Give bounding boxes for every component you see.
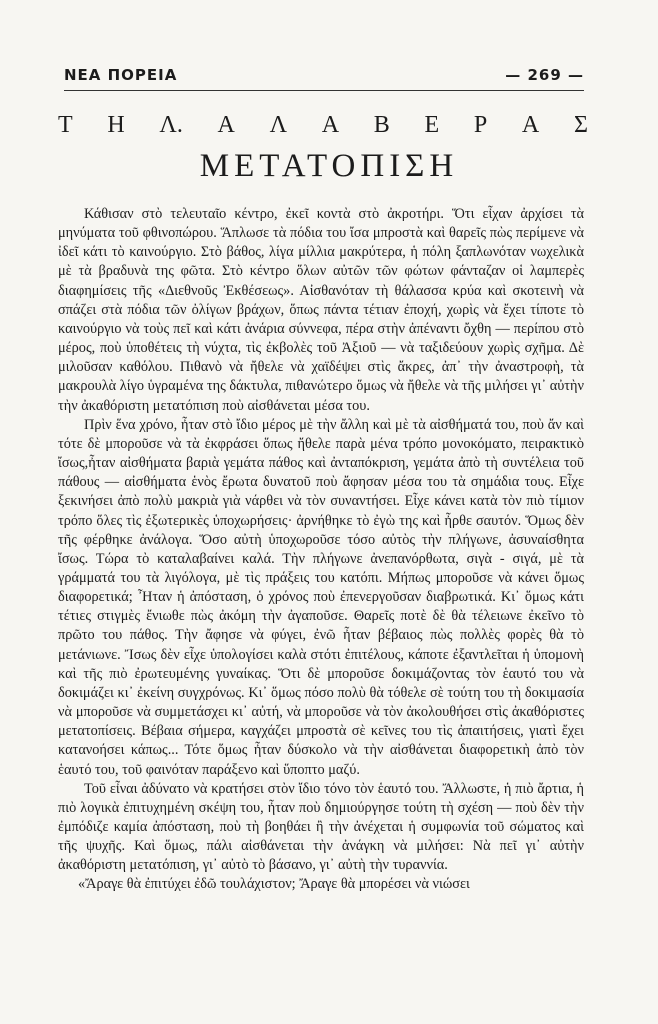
page-number: — 269 — <box>505 66 584 84</box>
author-letter: Ε <box>424 112 440 138</box>
author-letter: Λ. <box>159 112 183 138</box>
paragraph: Κάθισαν στὸ τελευταῖο κέντρο, ἐκεῖ κοντὰ στὸ ἀκροτήρι. Ὅτι εἶχαν ἀρχίσει τὰ μηνύματα τοῦ φθινοπώρου. Ἅπλωσε τὰ πόδια του ἴσα μπροστὰ καὶ θαρεῖς πὼς περίμενε νὰ ἰδεῖ κάτι τὸ καινούργιο. Στὸ βάθος, λίγα μίλλια μακρύτερα, ἡ πόλη ξαπλωνόταν νωχελικὰ μὲ τὰ βραδυνὰ της φῶτα. Στὸ κέντρο ὅλων αὐτῶν τῶν φώτων φάνταζαν οἱ λαμπερὲς διαφημίσεις τῆς «Διεθνοῦς Ἐκθέσεως». Αἰσθανόταν τὴ θάλασσα κρύα καὶ σκοτεινὴ νὰ σπάζει στὰ πόδια τῶν ὀλίγων βράχων, ὅπως πάντα τέτιαν ἐποχή, χωρὶς νὰ ἔχει τίποτε τὸ καινούργιο νὰ τοὺς πεῖ καὶ κάτι ἀνάρια σύννεφα, πέρα στὴν ἀπέναντι ὄχθη — περίπου στὸ μέρος, ποὺ ὑποθέτεις τὴ νύχτα, τὶς ἐκβολὲς τοῦ Ἀξιοῦ — νὰ ταξιδεύουν χωρὶς σχῆμα. Δὲ μιλοῦσαν καθόλου. Πιθανὸ νὰ ἤθελε νὰ χαϊδέψει στὶς ἄκρες, ἀπ᾽ τὴν ἀναστροφὴ, τὰ μακρουλὰ λίγο ὑγραμένα της δάκτυλα, πιθανώτερο ὅμως νὰ ἤθελε νὰ τῆς μιλήσει γι᾽ αὐτὴν τὴν ἀκαθόριστη μετατόπιση ποὺ αἰσθάνεται μέσα του. <box>58 206 584 414</box>
story-title: ΜΕΤΑΤΟΠΙΣΗ <box>199 148 459 184</box>
author-letter: Ρ <box>473 112 488 138</box>
author-letter: Σ <box>573 112 588 138</box>
author-letter: Α <box>521 112 540 138</box>
author-name <box>58 112 588 139</box>
author-letter: Α <box>217 112 235 138</box>
author-letter: Η <box>107 112 125 138</box>
header-rule <box>64 90 584 91</box>
journal-name: ΝΕΑ ΠΟΡΕΙΑ <box>64 66 178 84</box>
story-body <box>58 205 584 895</box>
author-letter: Α <box>321 112 340 138</box>
running-header <box>64 66 584 86</box>
author-letter: Τ <box>58 112 73 138</box>
paragraph: «Ἄραγε θὰ ἐπιτύχει ἐδῶ τουλάχιστον; Ἄραγε θὰ μπορέσει νὰ νιώσει <box>78 876 470 893</box>
paragraph: Πρὶν ἕνα χρόνο, ἦταν στὸ ἴδιο μέρος μὲ τὴν ἄλλη καὶ μὲ τὰ αἰσθήματά του, ποὺ ἄν καὶ τότε δὲ μποροῦσε νὰ τὰ ἐκφράσει ὅπως ἤθελε παρὰ μένα τρόπο μονοκόματο, πειρακτικὸ ἴσως,ἦταν αἰσθήματα βαριὰ γεμάτα πάθος καὶ ἀνταπόκριση, γεμάτα ἀπὸ τὴ συντέλεια τοῦ πάθους — αἰσθήματα ἑνὸς ἔρωτα δυνατοῦ ποὺ ἄφησαν μέσα του τὰ σημάδια τους. Εἶχε ξεκινήσει ἀπὸ πολὺ μακριὰ γιὰ νάρθει νὰ τὸν συναντήσει. Εἶχε κάνει κατὰ τὸν πιὸ τίμιον τρόπο ὅλες τὶς ἐξωτερικὲς ὑποχωρήσεις· ἀρνήθηκε τὸ ἐγὼ της καὶ ἦρθε σαυτόν. Ὅμως δὲν τῆς φέρθηκε ἀνάλογα. Ὅσο αὐτὴ ὑποχωροῦσε τόσο αὐτὸς τὴν πλήγωνε, ἀσυναίσθητα ἴσως. Τώρα τὸ καταλαβαίνει καλά. Τὴν πλήγωνε ἀνεπανόρθωτα, σιγὰ - σιγά, μὲ τὰ γράμματά του τὰ λιγόλογα, μὲ τὶς πράξεις του κατόπι. Μήπως μποροῦσε νὰ κάνει ὅμως διαφορετικά; Ἦταν ἡ ἀπόσταση, ὁ χρόνος ποὺ ἐπενεργοῦσαν διαβρωτικά. Κι᾽ ὅμως κάτι τέτιες στιγμὲς ἔνιωθε πὼς ἀκόμη τὴν ἀγαποῦσε. Θαρεῖς ποτὲ δὲ θὰ τέλειωνε ἐκεῖνο τὸ πρῶτο του πάθος. Τὴν ἄφησε νὰ φύγει, ἐνῶ ἦταν βέβαιος πὼς πολλὲς φορὲς θὰ τὸ μετάνιωνε. Ἴσως δὲν εἶχε ὑπολογίσει καλὰ στότι ἐπιτέλους, κάποτε ἐξαντλεῖται ἡ ὑπομονὴ καὶ τῆς πιὸ ἐρωτευμένης γυναίκας. Ὅτι δὲ μποροῦσε δοκιμάζοντας τὸν ἑαυτό του νὰ δοκιμάζει κι᾽ ἐκείνη συγχρόνως. Κι᾽ ὅμως πόσο πολὺ θὰ τόθελε σὲ τούτη του τὴ δοκιμασία νὰ μποροῦσε νὰ συμμετάσχει κι᾽ αὐτή, νὰ μποροῦσε νὰ τὸν ἀκολουθήσει στὶς ἀκαθόριστες μετατοπίσεις. Βέβαια σήμερα, καγχάζει μπροστὰ σὲ κεῖνες του τὶς ἀπαιτήσεις, γιατὶ ἔχει κατανοήσει κάπως... Τότε ὅμως ἦταν δύσκολο νὰ τὴν αἰσθάνεται διαφορετικὴ ἀπὸ τὸν ἑαυτό του, τοῦ φαινόταν παράξενο καὶ ὕποπτο μαζύ. <box>58 416 584 778</box>
author-letter: Β <box>373 112 390 138</box>
paragraph: Τοῦ εἶναι ἀδύνατο νὰ κρατήσει στὸν ἴδιο τόνο τὸν ἑαυτό του. Ἄλλωστε, ἡ πιὸ ἄρτια, ἡ πιὸ λογικὰ ἐπιτυχημένη σκέψη του, ἦταν ποὺ δημιούργησε τούτη τὴ σχέση — ποὺ δὲν τὴν ἐμπόδιζε καμία ἀπόσταση, ποὺ τὴ βοηθάει ἢ τὴν ἀνέχεται ἡ συμφωνία τοῦ σώματος καὶ τῆς ψυχῆς. Καὶ ὅμως, πάλι αἰσθάνεται τὴν ἀνάγκη νὰ μιλήσει: Νὰ πεῖ γι᾽ αὐτὴν ἀκαθόριστη μετατόπιση, γι᾽ αὐτὸ τὸ βάσανο, γι᾽ αὐτὴ τὴν τυραννία. <box>58 780 584 874</box>
author-letter: Λ <box>269 112 287 138</box>
